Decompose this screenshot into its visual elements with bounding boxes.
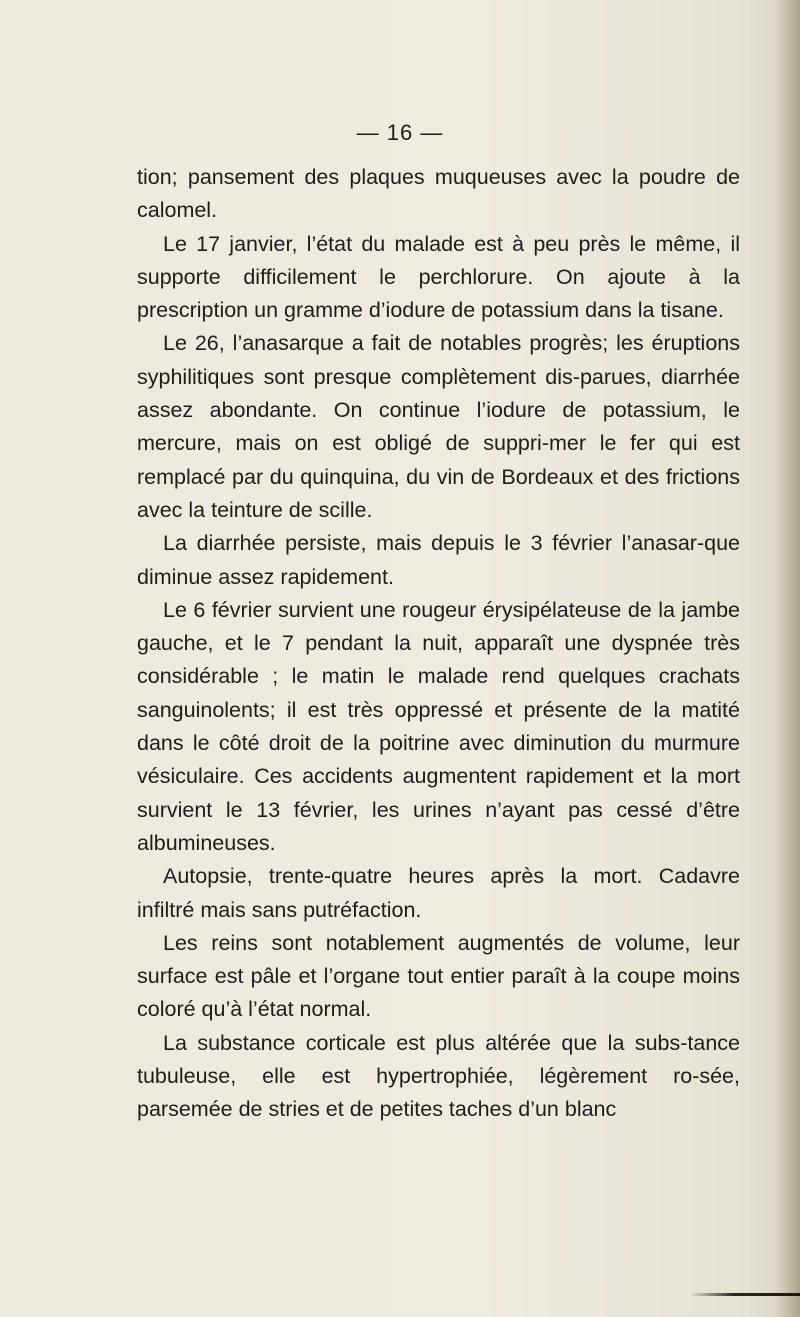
scan-edge-mark bbox=[690, 1293, 800, 1296]
paragraph: Autopsie, trente-quatre heures après la mort. Cadavre infiltré mais sans putréfaction. bbox=[137, 864, 740, 922]
paragraph: La diarrhée persiste, mais depuis le 3 février l’anasar-que diminue assez rapidement. bbox=[137, 531, 740, 589]
page-number: — 16 — bbox=[356, 120, 444, 145]
paragraph: Le 26, l’anasarque a fait de notables progrès; les éruptions syphilitiques sont presque complètement dis-parues, diarrhée assez abondante. On continue l’iodure de potassium, le mercure, mais on est obligé de suppri-mer le fer qui est remplacé par du quinquina, du vin de Bordeaux et des frictions avec la teinture de scille. bbox=[137, 331, 740, 522]
paragraph: Le 6 février survient une rougeur érysipélateuse de la jambe gauche, et le 7 pendant la nuit, apparaît une dyspnée très considérable ; le matin le malade rend quelques crachats sanguinolents; il est très oppressé et présente de la matité dans le côté droit de la poitrine avec diminution du murmure vésiculaire. Ces accidents augmentent rapidement et la mort survient le 13 février, les urines n’ayant pas cessé d’être albumineuses. bbox=[137, 597, 740, 855]
paragraph: Le 17 janvier, l’état du malade est à peu près le même, il supporte difficilement le perchlorure. On ajoute à la prescription un gramme d’iodure de potassium dans la tisane. bbox=[137, 231, 740, 323]
body-text bbox=[137, 161, 740, 1127]
paragraph: tion; pansement des plaques muqueuses avec la poudre de calomel. bbox=[137, 165, 740, 223]
paragraph: Les reins sont notablement augmentés de volume, leur surface est pâle et l’organe tout entier paraît à la coupe moins coloré qu’à l’état normal. bbox=[137, 930, 740, 1022]
paragraph: La substance corticale est plus altérée que la subs-tance tubuleuse, elle est hypertrophiée, légèrement ro-sée, parsemée de stries et de petites taches d’un blanc bbox=[137, 1030, 740, 1122]
page-edge-shadow bbox=[774, 0, 800, 1317]
